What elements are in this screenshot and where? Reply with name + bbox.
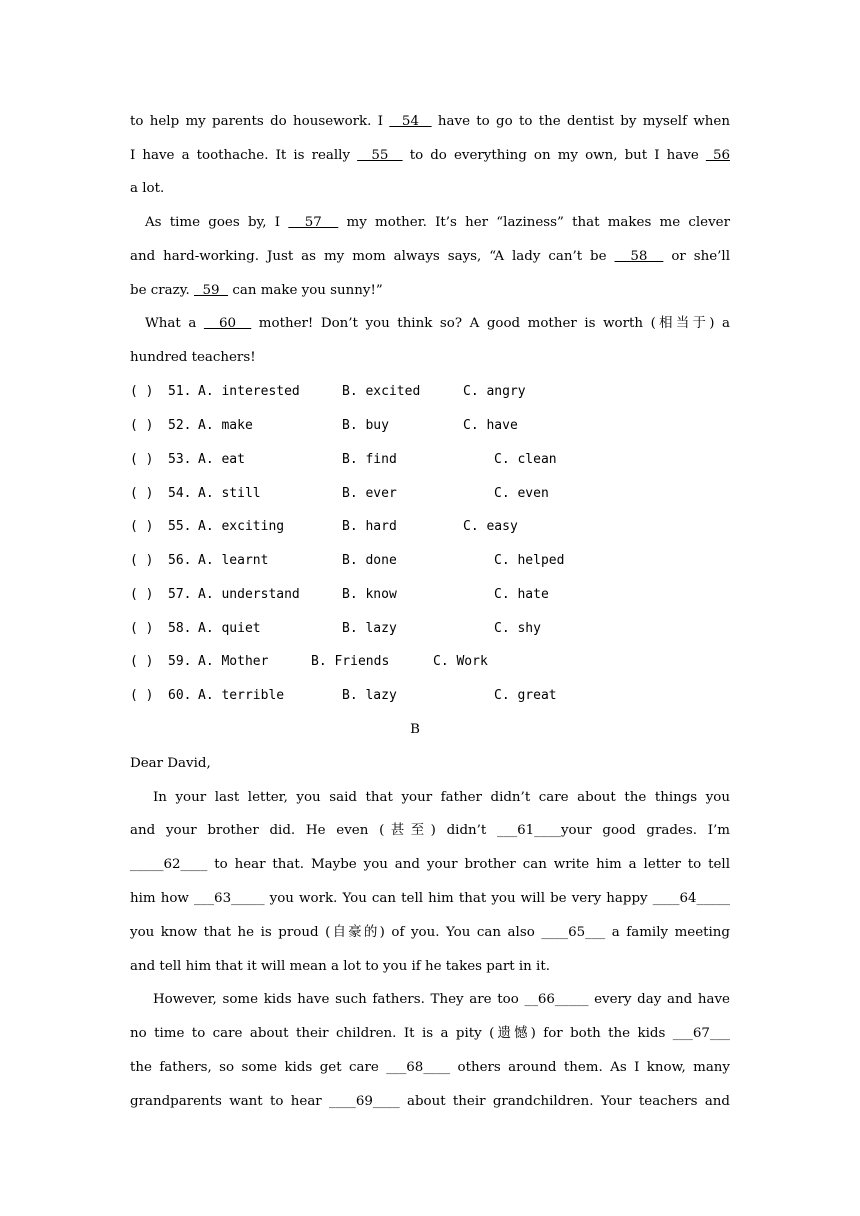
passage-line (145, 213, 730, 233)
answer-paren: ( ) (130, 519, 154, 534)
question-number: 60. (168, 688, 192, 703)
choice-a: A. make (198, 418, 253, 433)
choice-b: B. lazy (342, 688, 397, 703)
choice-c: C. angry (463, 384, 526, 399)
letter-line: _____62____ to hear that. Maybe you and your brother can write him a letter to tell (130, 857, 730, 872)
passage-line (130, 146, 730, 166)
answer-paren: ( ) (130, 384, 154, 399)
choice-c: C. helped (494, 553, 565, 568)
blank-57: 57 (288, 215, 339, 230)
answer-paren: ( ) (130, 418, 154, 433)
choice-a: A. interested (198, 384, 300, 399)
choice-a: A. quiet (198, 621, 261, 636)
blank-59: 59 (194, 283, 229, 298)
text: As time goes by, I (145, 215, 289, 230)
passage-line (130, 247, 730, 267)
choice-a: A. terrible (198, 688, 285, 703)
choice-a: A. still (198, 486, 261, 501)
passage-line (130, 281, 730, 301)
choice-b: B. done (342, 553, 397, 568)
choice-a: A. Mother (198, 654, 269, 669)
choice-a: A. eat (198, 452, 245, 467)
letter-line: the fathers, so some kids get care ___68____ others around them. As I know, many (130, 1060, 730, 1075)
question-number: 59. (168, 654, 192, 669)
answer-paren: ( ) (130, 553, 154, 568)
text: have to go to the dentist by myself when (431, 114, 730, 129)
question-number: 53. (168, 452, 192, 467)
salutation: Dear David, (130, 756, 211, 771)
choice-b: B. find (342, 452, 397, 467)
choice-b: B. excited (342, 384, 421, 399)
question-number: 56. (168, 553, 192, 568)
text: mother! Don’t you think so? A good mother is worth (相当于) a (251, 316, 731, 331)
letter-line: and your brother did. He even (甚至) didn’t ___61____your good grades. I’m (130, 823, 730, 838)
question-number: 58. (168, 621, 192, 636)
choice-c: C. have (463, 418, 518, 433)
passage-line: a lot. (130, 181, 165, 196)
text: be crazy. (130, 283, 194, 298)
blank-54: 54 (389, 114, 432, 129)
choice-a: A. exciting (198, 519, 285, 534)
choice-c: C. even (494, 486, 549, 501)
answer-paren: ( ) (130, 587, 154, 602)
answer-paren: ( ) (130, 654, 154, 669)
text: to help my parents do housework. I (130, 114, 390, 129)
blank-56: 56 (705, 148, 730, 163)
choice-b: B. ever (342, 486, 397, 501)
letter-line: However, some kids have such fathers. They are too __66_____ every day and have (153, 992, 730, 1007)
passage-line: hundred teachers! (130, 350, 256, 365)
question-number: 54. (168, 486, 192, 501)
question-number: 52. (168, 418, 192, 433)
letter-line: him how ___63_____ you work. You can tell him that you will be very happy ____64_____ (130, 891, 730, 906)
choice-a: A. understand (198, 587, 300, 602)
text: and hard-working. Just as my mom always says, “A lady can’t be (130, 249, 615, 264)
choice-c: C. great (494, 688, 557, 703)
letter-line: no time to care about their children. It is a pity (遗憾) for both the kids ___67___ (130, 1026, 730, 1041)
choice-b: B. know (342, 587, 397, 602)
choice-c: C. easy (463, 519, 518, 534)
letter-line: and tell him that it will mean a lot to you if he takes part in it. (130, 959, 550, 974)
answer-paren: ( ) (130, 621, 154, 636)
passage-line (130, 112, 730, 132)
text: or she’ll (663, 249, 730, 264)
choice-b: B. lazy (342, 621, 397, 636)
text: to do everything on my own, but I have (402, 148, 706, 163)
choice-c: C. shy (494, 621, 541, 636)
choice-b: B. Friends (311, 654, 390, 669)
answer-paren: ( ) (130, 452, 154, 467)
choice-c: C. Work (433, 654, 488, 669)
choice-c: C. clean (494, 452, 557, 467)
section-heading: B (410, 722, 420, 737)
letter-line: you know that he is proud (自豪的) of you. You can also ____65___ a family meeting (130, 925, 730, 940)
choice-a: A. learnt (198, 553, 269, 568)
choice-c: C. hate (494, 587, 549, 602)
question-number: 51. (168, 384, 192, 399)
answer-paren: ( ) (130, 688, 154, 703)
text: my mother. It’s her “laziness” that makes me clever (338, 215, 730, 230)
question-number: 55. (168, 519, 192, 534)
blank-60: 60 (203, 316, 252, 331)
blank-58: 58 (614, 249, 664, 264)
blank-55: 55 (357, 148, 403, 163)
question-number: 57. (168, 587, 192, 602)
passage-line (145, 314, 730, 334)
text: I have a toothache. It is really (130, 148, 358, 163)
text: can make you sunny!” (228, 283, 383, 298)
letter-line: grandparents want to hear ____69____ about their grandchildren. Your teachers and (130, 1094, 730, 1109)
text: What a (145, 316, 204, 331)
letter-line: In your last letter, you said that your father didn’t care about the things you (153, 790, 730, 805)
choice-b: B. buy (342, 418, 389, 433)
choice-b: B. hard (342, 519, 397, 534)
answer-paren: ( ) (130, 486, 154, 501)
